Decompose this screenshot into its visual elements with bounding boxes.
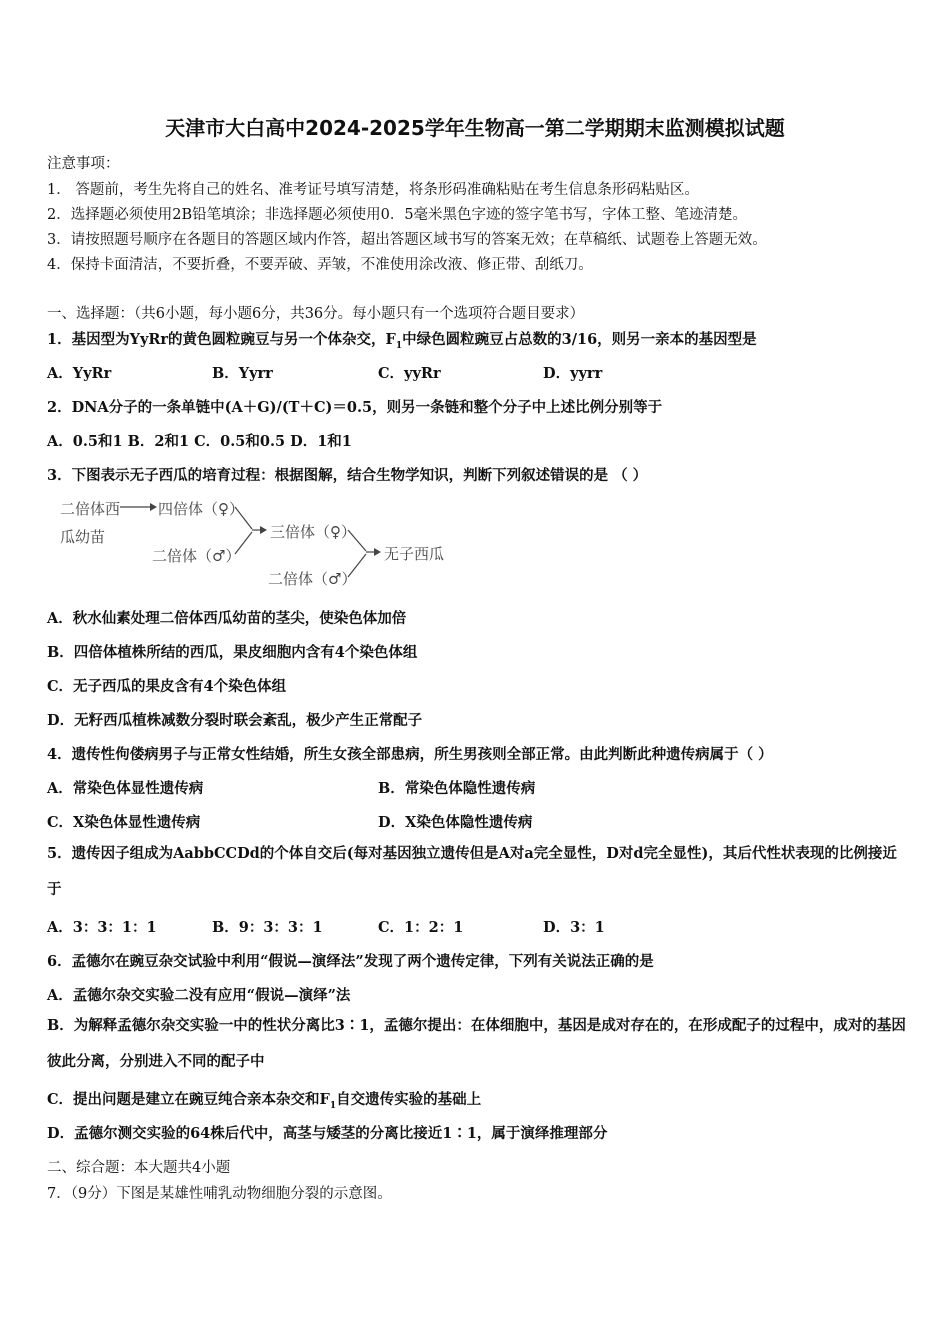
q5-option-d[interactable]: D．3：1 [543, 919, 605, 936]
question-7-stem: 7．（9分）下图是某雄性哺乳动物细胞分裂的示意图。 [47, 1186, 392, 1202]
watermelon-breeding-diagram [58, 488, 478, 598]
node-tetraploid-female: 四倍体（♀） [158, 500, 244, 518]
node-diploid-male: 二倍体（♂） [152, 547, 241, 565]
q3-option-c[interactable]: C．无子西瓜的果皮含有4个染色体组 [47, 678, 287, 695]
q3-option-d[interactable]: D．无籽西瓜植株减数分裂时联会紊乱，极少产生正常配子 [47, 712, 423, 729]
q3-option-a[interactable]: A．秋水仙素处理二倍体西瓜幼苗的茎尖，使染色体加倍 [47, 610, 407, 627]
question-2-stem: 2．DNA分子的一条单链中(A＋G)/(T＋C)＝0.5，则另一条链和整个分子中上述比例分别等于 [47, 399, 663, 416]
notice-item: 4．保持卡面清洁，不要折叠，不要弄破、弄皱，不准使用涂改液、修正带、刮纸刀。 [47, 257, 593, 273]
q4-option-c[interactable]: C．X染色体显性遗传病 [47, 814, 201, 831]
q3-option-b[interactable]: B．四倍体植株所结的西瓜，果皮细胞内含有4个染色体组 [47, 644, 418, 661]
q6-option-c[interactable]: C．提出问题是建立在豌豆纯合亲本杂交和$F_1$自交遗传实验的基础上 [47, 1091, 482, 1111]
q4-option-a[interactable]: A．常染色体显性遗传病 [47, 780, 204, 797]
question-4-stem: 4．遗传性佝偻病男子与正常女性结婚，所生女孩全部患病，所生男孩则全部正常。由此判断此种遗传病属于（ ） [47, 746, 773, 763]
question-1-stem: 1．基因型为YyRr的黄色圆粒豌豆与另一个体杂交，$F_1$中绿色圆粒豌豆占总数的3/16，则另一亲本的基因型是 [47, 331, 757, 351]
q1-option-a[interactable]: A．YyRr [47, 365, 112, 382]
node-diploid-seedling-2: 瓜幼苗 [60, 528, 106, 546]
node-diploid-male-2: 二倍体（♂） [268, 570, 357, 588]
notice-item: 1． 答题前，考生先将自己的姓名、准考证号填写清楚，将条形码准确粘贴在考生信息条形码粘贴区。 [47, 182, 699, 198]
q6-option-d[interactable]: D．孟德尔测交实验的64株后代中，高茎与矮茎的分离比接近1∶1，属于演绎推理部分 [47, 1125, 608, 1142]
question-6-stem: 6．孟德尔在豌豆杂交试验中利用“假说—演绎法”发现了两个遗传定律，下列有关说法正确的是 [47, 953, 654, 970]
question-5-stem: 5．遗传因子组成为AabbCCDd的个体自交后(每对基因独立遗传但是A对a完全显性，D对d完全显性)，其后代性状表现的比例接近于 [47, 845, 897, 898]
q6-option-b[interactable]: B．为解释孟德尔杂交实验一中的性状分离比3∶1，孟德尔提出：在体细胞中，基因是成对存在的，在形成配子的过程中，成对的基因彼此分离，分别进入不同的配子中 [47, 1017, 906, 1070]
notice-heading: 注意事项： [47, 156, 120, 172]
q1-option-c[interactable]: C．yyRr [378, 365, 441, 382]
node-triploid-female: 三倍体（♀） [270, 523, 356, 541]
q2-options[interactable]: A．0.5和1 B．2和1 C．0.5和0.5 D．1和1 [47, 433, 352, 450]
q4-option-d[interactable]: D．X染色体隐性遗传病 [378, 814, 533, 831]
notice-item: 3．请按照题号顺序在各题目的答题区域内作答，超出答题区域书写的答案无效；在草稿纸、试题卷上答题无效。 [47, 232, 767, 248]
q4-option-b[interactable]: B．常染色体隐性遗传病 [378, 780, 536, 797]
q1-option-b[interactable]: B．Yyrr [212, 365, 273, 382]
q5-option-b[interactable]: B．9：3：3：1 [212, 919, 323, 936]
notice-item: 2．选择题必须使用2B铅笔填涂；非选择题必须使用0．5毫米黑色字迹的签字笔书写，字体工整、笔迹清楚。 [47, 207, 748, 223]
node-diploid-seedling: 二倍体西 [60, 500, 121, 518]
q5-option-c[interactable]: C．1：2：1 [378, 919, 464, 936]
section-heading: 一、选择题：（共6小题，每小题6分，共36分。每小题只有一个选项符合题目要求） [47, 306, 585, 322]
q5-option-a[interactable]: A．3：3：1：1 [47, 919, 157, 936]
page-title: 天津市大白高中2024-2025学年生物高一第二学期期末监测模拟试题 [165, 116, 785, 140]
q1-option-d[interactable]: D．yyrr [543, 365, 603, 382]
q6-option-a[interactable]: A．孟德尔杂交实验二没有应用“假说—演绎”法 [47, 987, 351, 1004]
node-seedless-watermelon: 无子西瓜 [384, 545, 445, 563]
question-3-stem: 3．下图表示无子西瓜的培育过程：根据图解，结合生物学知识，判断下列叙述错误的是 （ ） [47, 467, 648, 484]
section-heading-2: 二、综合题：本大题共4小题 [47, 1160, 231, 1176]
